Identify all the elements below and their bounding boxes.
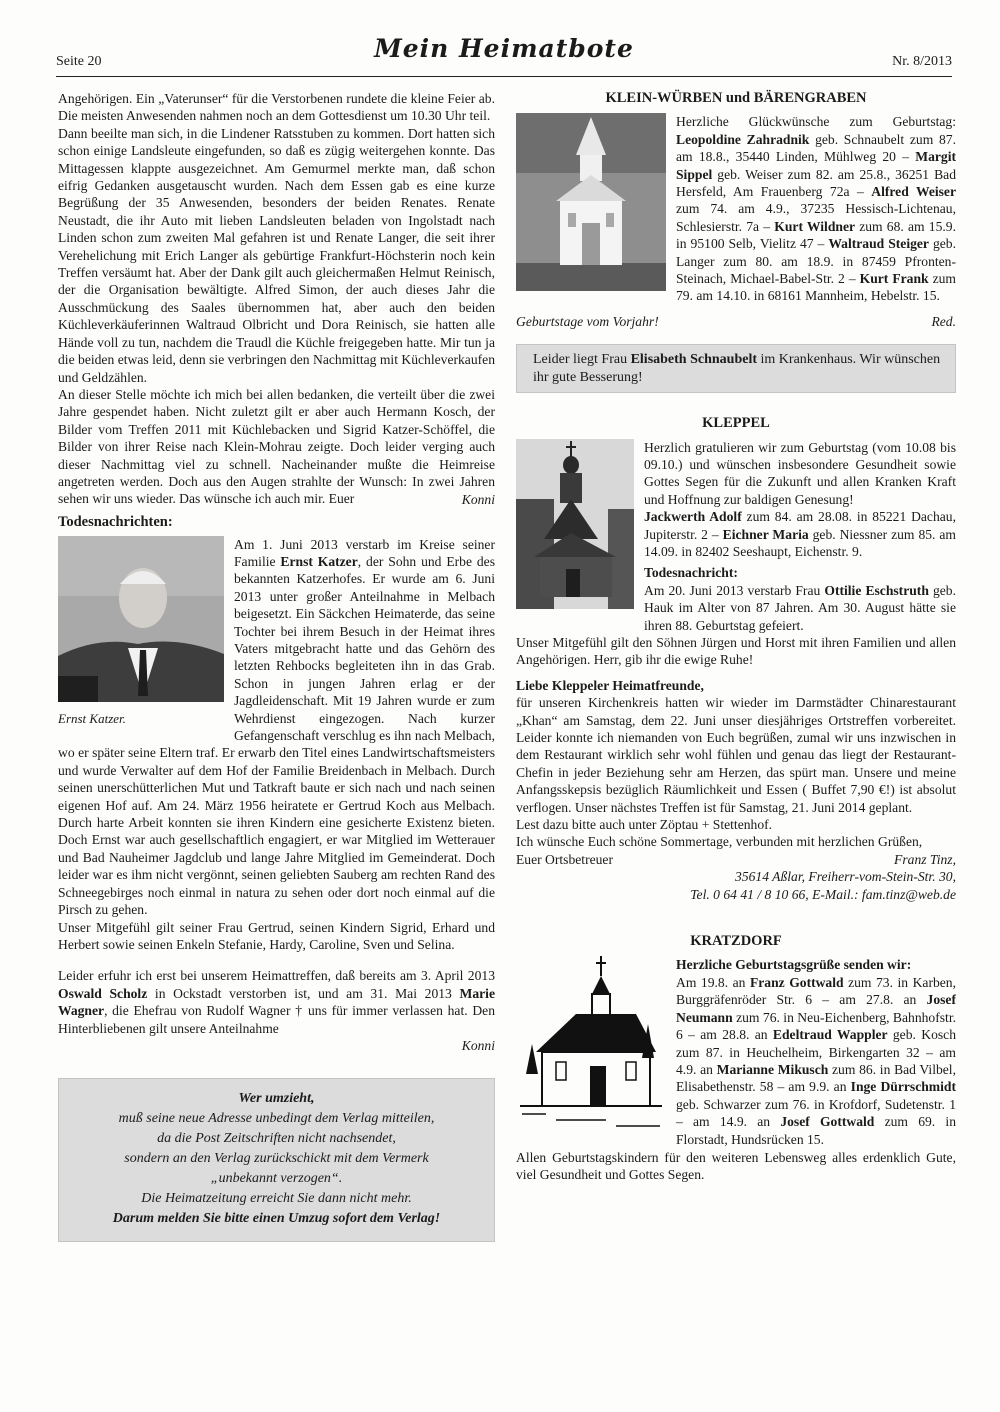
- author-signature: Konni: [461, 491, 495, 507]
- header-rule: [56, 76, 952, 77]
- contact-address: 35614 Aßlar, Freiherr-vom-Stein-Str. 30,: [735, 869, 956, 885]
- birthday-list: Jackwerth Adolf zum 84. am 28.08. in 85221 Dachau, Jupiterstr. 2 – Eichner Maria geb. Niessner zum 85. am 14.09. in 82402 Seeshaupt, Eichenstr. 9.: [644, 509, 956, 559]
- person-name: Franz Gottwald: [749, 974, 844, 990]
- person-name: Ottilie Eschstruth: [824, 582, 929, 598]
- person-name: Eichner Maria: [722, 526, 809, 542]
- birthdays-kleppel: [516, 439, 956, 634]
- page-number: Seite 20: [56, 54, 102, 69]
- obituary-katzer: [58, 536, 495, 919]
- friends-heading: Liebe Kleppeler Heimatfreunde,: [516, 677, 704, 693]
- chapel-photo: [516, 113, 666, 291]
- person-name: Inge Dürrschmidt: [850, 1079, 956, 1095]
- friends-text: Ich wünsche Euch schöne Sommertage, verbunden mit herzlichen Grüßen,: [516, 834, 923, 850]
- person-name: Waltraud Steiger: [828, 236, 929, 252]
- person-name: Josef Neumann: [676, 992, 956, 1025]
- death-notice-heading: Todesnachricht:: [644, 565, 738, 581]
- article-paragraph: Dann beeilte man sich, in die Lindener Ratsstuben zu kommen. Dort hatten sich schon einige Landsleute eingefunden, so daß es zügig weitergehen konnte. Das Mittagessen klappte ausgezeichnet. Am Gemurmel merkte man, daß schon eifrig Gedanken ausgetauscht wurden. Nach dem Essen gab es eine kurze Begrüßung der 35 Anwesenden, besonders der beiden Renates. Renate Neustadt, die ihr Auto mit lieben Landsleuten beladen von Ingolstadt nach Linden schon zum zweiten Mal gefahren ist und Renate Langer, die seit ihrer Verehelichung mit Erich Langer als gebürtige Frankfurt-Höchsterin noch kein Treffen versäumt hat. Aber der Dank gilt auch gleichermaßen Helmut Reinisch, der die Organisation bewältigte. Alfred Simon, der auch dieses Jahr die Ausschmückung des Saales übernommen hat, aber auch den beiden Küchleverkäuferinnen Waltraud Olbricht und Dora Reinisch, sie hatten alle Hände voll zu tun, nachdem die Traudl die Küchle freigegeben hatte. Mir tun ja die beiden etwas leid, denn sie verbringen den Nachmittag mit Küchleverkaufen und Geldzählen.: [58, 125, 495, 385]
- chapel-drawing-block: [516, 956, 666, 1144]
- birthday-list: Herzliche Glückwünsche zum Geburtstag: Leopoldine Zahradnik geb. Schnaubelt zum 87. am 18.8., 35440 Linden, Mühlweg 20 – Margit Sippel geb. Weiser zum 82. am 25.8., 36251 Bad Hersfeld, Am Frauenberg 72a – Alfred Weiser zum 74. am 4.9., 37235 Hessisch-Lichtenau, Schlesierstr. 7a – Kurt Wildner zum 68. am 15.9. in 95100 Selb, Vielitz 47 – Waltraud Steiger geb. Langer zum 80. am 18.9. in 87459 Pfronten-Steinach, Michael-Babel-Str. 2 – Kurt Frank zum 79. am 14.10. in 68161 Mannheim, Hebelstr. 15.: [676, 114, 956, 304]
- masthead-title: Mein Heimatbote: [374, 34, 634, 63]
- portrait-block: [58, 536, 224, 728]
- birthdays-kratzdorf: [516, 956, 956, 1148]
- section-heading-deaths: Todesnachrichten:: [58, 514, 173, 531]
- chapel-drawing: [516, 956, 666, 1140]
- right-column: [516, 90, 956, 1184]
- person-name: Oswald Scholz: [58, 985, 148, 1001]
- person-name: Margit Sippel: [676, 149, 956, 182]
- article-paragraph: An dieser Stelle möchte ich mich bei allen bedanken, die verteilt über die zwei Jahre gespendet haben. Nicht zuletzt gilt er aber auch Hermann Kosch, der Bilder vom Treffen 2011 mit Küchlebacken und Sigrid Katzer-Schöffel, die Bilder von ihrer Reise nach Klein-Mohrau zeigte. Doch leider verging auch dieser Nachmittag viel zu schnell. Nacheinander mußte die Heimreise angetreten werden. Doch aus den Augen strahlte der Wunsch: In zwei Jahren sehen wir uns wieder. Das wünsche ich auch mir. Euer: [58, 386, 495, 507]
- page-header: [56, 34, 952, 80]
- contact-phone-email: Tel. 0 64 41 / 8 10 66, E-Mail.: fam.tinz@web.de: [690, 886, 956, 902]
- death-notice-text: Am 20. Juni 2013 verstarb Frau Ottilie Eschstruth geb. Hauk im Alter von 87 Jahren. Am 30. August hätte sie ihren 88. Geburtstag gefeiert.: [644, 582, 956, 633]
- signature-label: Euer Ortsbetreuer: [516, 851, 613, 867]
- article-paragraph: Angehörigen. Ein „Vaterunser“ für die Verstorbenen rundete die kleine Feier ab. Die meisten Anwesenden nahmen noch an dem Gottesdienst um 10.30 Uhr teil.: [58, 91, 495, 124]
- section-title-kratzdorf: KRATZDORF: [690, 933, 782, 950]
- birthday-list: Am 19.8. an Franz Gottwald zum 73. in Karben, Burggräfenröder Str. 6 – am 27.8. an Josef Neumann zum 76. in Neu-Eichenberg, Bahnhofstr. 6 – am 28.8. an Edeltraud Wappler geb. Kosch zum 87. in Heuchelheim, Birkengarten 32 – am 4.9. an Marianne Mikusch zum 86. in Bad Vilbel, Elisabethenstr. 58 – am 9.9. an Inge Dürrschmidt geb. Schwarzer zum 76. in Krofdorf, Sudetenstr. 1 – am 14.9. an Josef Gottwald zum 69. in Florstadt, Hundsrücken 15.: [676, 974, 956, 1147]
- section-title-kleppel: KLEPPEL: [702, 415, 770, 432]
- greeting-text: Herzlich gratulieren wir zum Geburtstag (vom 10.08 bis 09.10.) und wünschen insbesondere Gesundheit sowie Gottes Segen für die Zukunft und allen Kranken Kraft und Hoffnung zur baldigen Genesung!: [644, 439, 956, 507]
- person-name: Marianne Mikusch: [716, 1061, 829, 1077]
- editor-note: Geburtstage vom Vorjahr!: [516, 313, 659, 329]
- notice-line: muß seine neue Adresse unbedingt dem Verlag mitteilen,: [118, 1111, 435, 1127]
- condolence-text: Unser Mitgefühl gilt seiner Frau Gertrud, seinen Kindern Sigrid, Erhard und Herbert sowie seinen Enkeln Stefanie, Hardy, Caroline, Sven und Selina.: [58, 919, 495, 952]
- notice-line: Die Heimatzeitung erreicht Sie dann nicht mehr.: [141, 1191, 412, 1207]
- person-name: Kurt Wildner: [774, 218, 856, 234]
- notice-emphasis: Darum melden Sie bitte einen Umzug sofort dem Verlag!: [112, 1211, 441, 1227]
- greeting-heading: Herzliche Geburtstagsgrüße senden wir:: [676, 957, 912, 973]
- friends-text: Lest dazu bitte auch unter Zöptau + Stettenhof.: [516, 817, 773, 833]
- editor-note-row: [516, 313, 956, 330]
- birthdays-klein-wuerben: [516, 113, 956, 304]
- portrait-photo: [58, 536, 224, 702]
- chapel-photo-block: [516, 113, 666, 295]
- notice-line: da die Post Zeitschriften nicht nachsendet,: [157, 1131, 396, 1147]
- notice-line: sondern an den Verlag zurückschickt mit dem Vermerk: [124, 1151, 429, 1167]
- section-title-klein-wuerben: KLEIN-WÜRBEN und BÄRENGRABEN: [605, 90, 867, 106]
- notice-line: „unbekannt verzogen“.: [210, 1171, 343, 1187]
- friends-text: für unseren Kirchenkreis hatten wir wieder im Darmstädter Chinarestaurant „Khan“ am Samstag, dem 22. Juni unser diesjähriges Ortstreffen vorbereitet. Leider konnte ich niemanden von Euch begrüßen, zumal wir uns inzwischen in dem Restaurant wirklich sehr wohl fühlen und genau das liegt der Restaurant-Chefin in jeder Beziehung sehr am Herzen, das spürt man. Unsere und meine Anfangsskepsis bezüglich Räumlichkeit und Essen ( Buffet 7,90 €!) ist absolut verflogen. Unser nächstes Treffen ist für Samstag, 21. Juni 2014 geplant.: [516, 695, 956, 815]
- left-column: [58, 90, 495, 1242]
- obituary-text: Am 1. Juni 2013 verstarb im Kreise seiner Familie Ernst Katzer, der Sohn und Erbe des bekannten Katzerhofes. Er wurde am 6. Juni 2013 unter großer Anteilnahme in Melbach beigesetzt. Ein Säckchen Heimaterde, das seine Tochter bei ihrem Besuch in der Heimat ihres Vaters mitgebracht hatte und das Gehörn des letzten Rehbocks begleiteten ihn in das Grab. Schon in jungen Jahren erlag er der Jagdleidenschaft. Mit 19 Jahren wurde er zum Wehrdienst eingezogen. Nach kurzer Gefangenschaft verschlug es ihn nach Melbach, wo er später seine Eltern traf. Er erwarb den Titel eines Landwirtschaftsmeisters und wurde Verwalter auf dem Hof der Familie Breidenbach in Melbach. Durch seinen unerschütterlichen Mut und Tatkraft baute er sich nach und nach seinen eigenen Hof auf. Am 24. März 1956 heiratete er Gertrud Koch aus Melbach. Durch harte Arbeit konnten sie ihren Kindern eine gesicherte Existenz bieten. Doch Ernst war auch gesellschaftlich engagiert, er war Mitglied im Wetterauer und Bad Nauheimer Jagdclub und lange Jahre Mitglied im Gemeinderat. Doch leider war es ihm nicht vergönnt, seinen geliebten Sauberg am rechten Rand des Schneegebirges noch einmal in natura zu sehen oder dort noch einmal auf die Pirsch zu gehen.: [58, 536, 495, 918]
- church-photo-block: [516, 439, 634, 613]
- person-name: Ernst Katzer: [280, 553, 358, 569]
- signature-name: Franz Tinz,: [894, 851, 956, 867]
- hospital-notice: Leider liegt Frau Elisabeth Schnaubelt im Krankenhaus. Wir wünschen ihr gute Besserung!: [516, 344, 956, 393]
- editor-signature: Red.: [931, 313, 956, 329]
- relocation-notice: [58, 1078, 495, 1242]
- person-name: Josef Gottwald: [780, 1114, 875, 1130]
- notice-title: Wer umzieht,: [238, 1091, 315, 1107]
- obituary-scholz: Leider erfuhr ich erst bei unserem Heimattreffen, daß bereits am 3. April 2013 Oswald Scholz in Ockstadt verstorben ist, und am 31. Mai 2013 Marie Wagner, die Ehefrau von Rudolf Wagner † uns für immer verlassen hat. Den Hinterbliebenen gilt unsere Anteilnahme: [58, 968, 495, 1036]
- person-name: Kurt Frank: [859, 271, 929, 287]
- person-name: Elisabeth Schnaubelt: [630, 352, 758, 368]
- issue-number: Nr. 8/2013: [892, 54, 952, 69]
- person-name: Alfred Weiser: [871, 184, 956, 200]
- signature-row: [516, 851, 956, 868]
- photo-caption: Ernst Katzer.: [58, 710, 126, 726]
- condolence-text: Unser Mitgefühl gilt den Söhnen Jürgen und Horst mit ihren Familien und allen Angehörigen. Herr, gib ihr die ewige Ruhe!: [516, 634, 956, 668]
- author-signature: Konni: [461, 1037, 495, 1053]
- closing-wishes: Allen Geburtstagskindern für den weiteren Lebensweg alles erdenklich Gute, viel Gesundheit und Gottes Segen.: [516, 1149, 956, 1183]
- person-name: Leopoldine Zahradnik: [676, 131, 810, 147]
- person-name: Jackwerth Adolf: [644, 509, 742, 525]
- person-name: Marie Wagner: [58, 985, 495, 1019]
- person-name: Edeltraud Wappler: [772, 1027, 888, 1043]
- wooden-church-photo: [516, 439, 634, 609]
